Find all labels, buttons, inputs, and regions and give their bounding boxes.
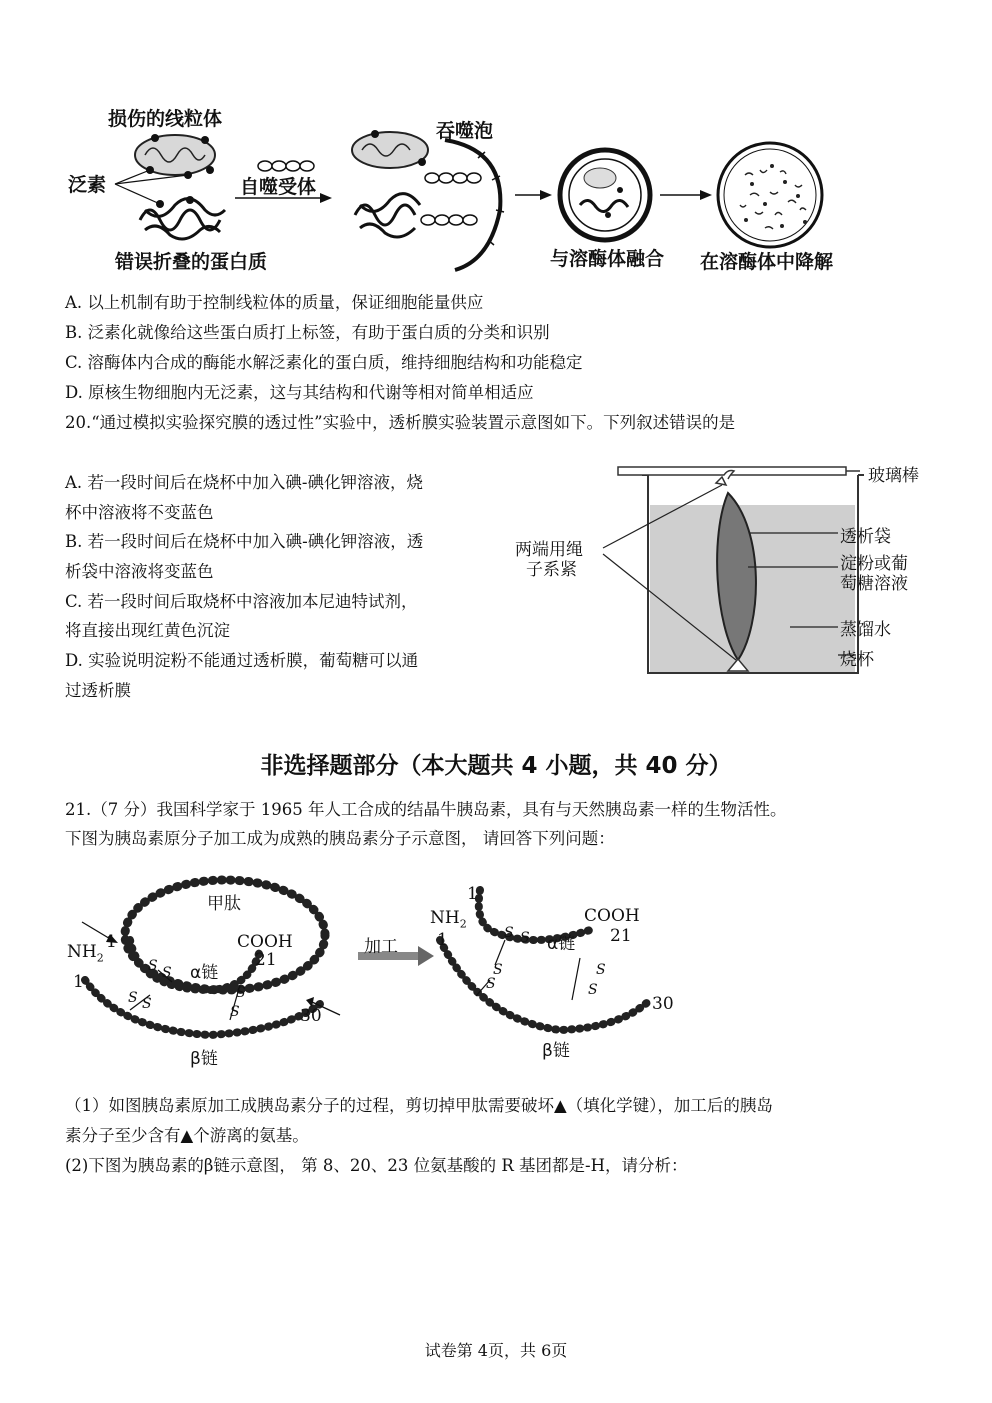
label-c-peptide: 甲肽 [207,894,241,914]
label-ss-right-2: S [520,930,530,946]
label-damaged-mitochondrion: 损伤的线粒体 [108,108,223,130]
label-alpha-right: α链 [547,934,576,954]
label-21-left: 21 [255,950,277,970]
label-ss-left-3: S [128,990,138,1006]
q20-stem: 20.“通过模拟实验探究膜的透过性”实验中，透析膜实验装置示意图如下。下列叙述错误的是 [65,413,736,432]
label-distilled-water: 蒸馏水 [840,620,891,640]
nh2-subscript: 2 [96,951,104,965]
label-process: 加工 [364,937,398,957]
q19-option-d: D. 原核生物细胞内无泛素，这与其结构和代谢等相对简单相适应 [65,383,534,402]
label-30-left: 30 [300,1006,322,1026]
q20-option-d-line2: 过透析膜 [65,681,131,700]
label-beaker: 烧杯 [840,650,874,670]
label-nh2-right [430,908,467,930]
label-ss-right-5: S [596,962,606,978]
label-1-mid-right: 1 [437,930,448,950]
q21-stem-line2: 下图为胰岛素原分子加工成为成熟的胰岛素分子示意图， 请回答下列问题： [65,829,615,848]
label-ss-right-3: S [493,962,503,978]
misfolded-protein-1 [140,196,225,239]
nh2-text: NH [67,942,97,962]
label-ubiquitin: 泛素 [68,174,107,196]
q19-option-b: B. 泛素化就像给这些蛋白质打上标签，有助于蛋白质的分类和识别 [65,323,550,342]
degrading-lysosome [718,143,822,247]
q19-option-a: A. 以上机制有助于控制线粒体的质量，保证细胞能量供应 [65,293,484,312]
label-ss-right-6: S [588,982,598,998]
q20-option-b-line1: B. 若一段时间后在烧杯中加入碘-碘化钾溶液，透 [65,532,424,551]
mitochondrion-1 [135,134,215,179]
q20-option-c-line2: 将直接出现红黄色沉淀 [65,621,230,640]
page-footer: 试卷第 4页，共 6页 [424,1341,568,1360]
label-ss-left-1: S [148,958,158,974]
q21-part1-line1: （1）如图胰岛素原加工成胰岛素分子的过程，剪切掉甲肽需要破坏▲（填化学键），加工后的胰岛 [65,1096,773,1115]
label-30-right: 30 [652,994,674,1014]
label-1-top-right: 1 [467,884,478,904]
q20-option-c-line1: C. 若一段时间后取烧杯中溶液加本尼迪特试剂， [65,592,418,611]
q21-part1-line2: 素分子至少含有▲个游离的氨基。 [65,1126,309,1145]
q20-option-d-line1: D. 实验说明淀粉不能通过透析膜，葡萄糖可以通 [65,651,419,670]
label-ss-left-5: S [236,985,246,1001]
label-ss-left-4: S [142,996,152,1012]
label-ss-left-2: S [162,965,172,981]
label-beta-1-left: 1 [73,972,84,992]
q21-stem-line1: 21.（7 分）我国科学家于 1965 年人工合成的结晶牛胰岛素，具有与天然胰岛素一样的生物活性。 [65,800,787,819]
section-title: 非选择题部分（本大题共 4 小题，共 40 分） [260,753,732,779]
label-solution-line2: 萄糖溶液 [840,574,908,594]
nh2-subscript-right: 2 [459,917,467,931]
q21-part2: (2)下图为胰岛素的β链示意图， 第 8、20、23 位氨基酸的 R 基团都是-H，请分析： [65,1156,688,1175]
label-alpha-left: α链 [190,963,219,983]
label-ss-left-6: S [230,1004,240,1020]
label-phagosome: 吞噬泡 [436,120,494,142]
label-ss-right-1: S [504,925,514,941]
label-cooh-right: COOH [584,906,640,926]
q20-option-b-line2: 析袋中溶液将变蓝色 [65,562,214,581]
autolysosome [560,150,650,240]
label-21-right: 21 [610,926,632,946]
label-ss-right-4: S [486,976,496,992]
label-fuse-lysosome: 与溶酶体融合 [550,248,665,270]
q19-option-c: C. 溶酶体内合成的酶能水解泛素化的蛋白质，维持细胞结构和功能稳定 [65,353,583,372]
label-beta-left: β链 [190,1049,218,1069]
label-beta-right: β链 [542,1041,570,1061]
label-autophagy-receptor: 自噬受体 [240,176,317,198]
q20-option-a-line1: A. 若一段时间后在烧杯中加入碘-碘化钾溶液，烧 [65,473,423,492]
q20-option-a-line2: 杯中溶液将不变蓝色 [65,503,214,522]
misfolded-protein-2 [355,194,477,237]
label-degrade-lysosome: 在溶酶体中降解 [700,251,834,273]
nh2-text-right: NH [430,908,460,928]
label-glass-rod: 玻璃棒 [868,466,919,486]
label-misfolded-protein: 错误折叠的蛋白质 [115,251,268,273]
label-nh2-left [67,942,104,964]
label-tie-line1: 两端用绳 [515,540,583,560]
label-dialysis-bag: 透析袋 [840,527,891,547]
label-tie-line2: 子系紧 [526,560,577,580]
label-cooh-left: COOH [237,932,293,952]
label-solution-line1: 淀粉或葡 [840,554,908,574]
label-alpha-1-left: 1 [106,932,117,952]
